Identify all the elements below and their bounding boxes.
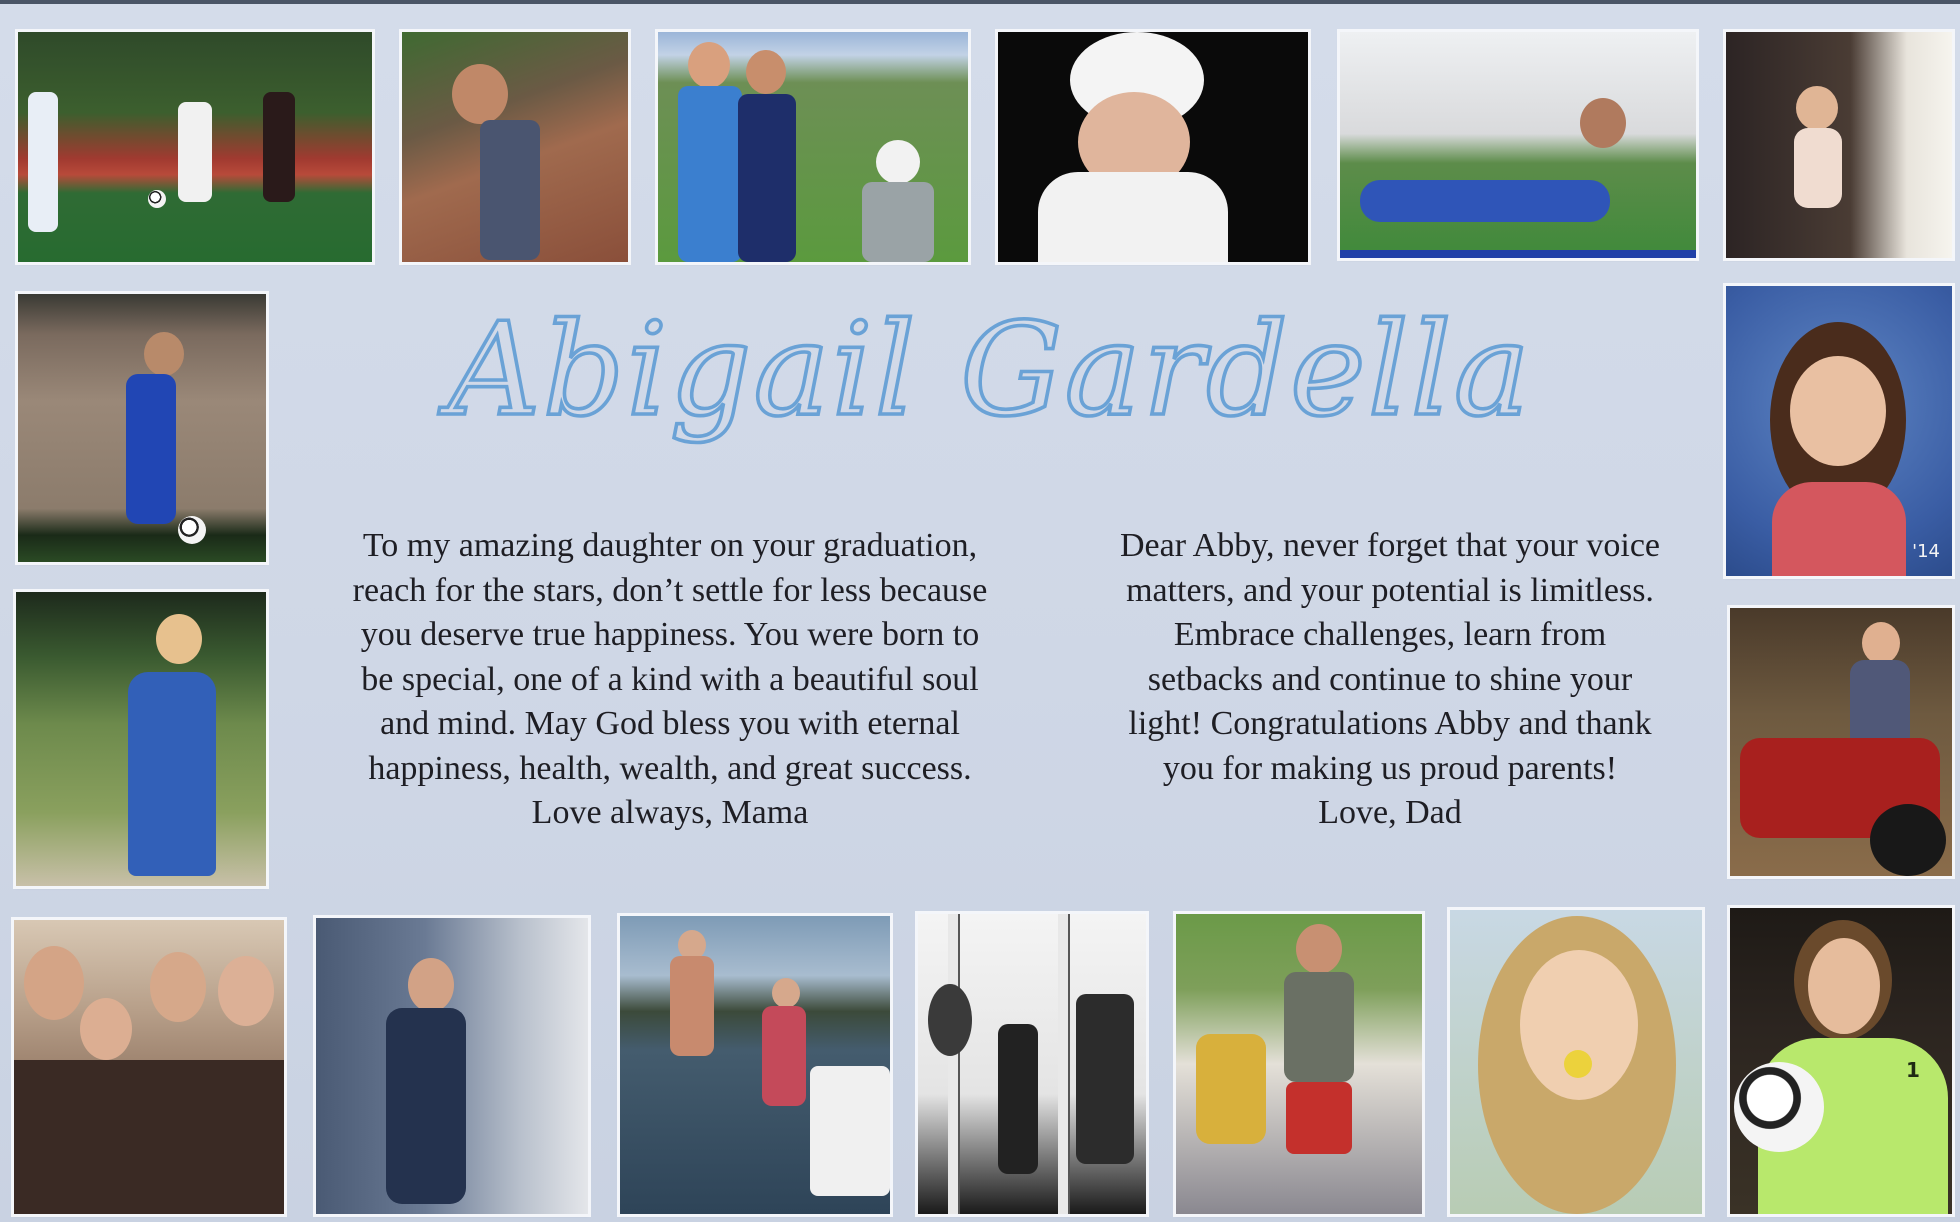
message-line: you deserve true happiness. You were born to [360,616,980,653]
photo-girl-on-rocks [402,32,628,262]
photo-soccer-kick [18,294,266,562]
message-line: Embrace challenges, learn from [1173,616,1607,653]
message-line: To my amazing daughter on your graduation, [362,527,978,564]
message-line: matters, and your potential is limitless. [1126,571,1654,609]
photo-toddler-dress [1726,32,1952,258]
message-line: light! Congratulations Abby and thank [1128,705,1652,742]
photo-kids-soccer-field [658,32,968,262]
message-line: you for making us proud parents! [1162,749,1618,787]
portrait-year-stamp: '14 [1912,541,1940,562]
jersey-number-stamp: 1 [1906,1058,1920,1082]
message-line: be special, one of a kind with a beautiful soul [361,660,979,698]
photo-lake-jump [620,916,890,1214]
message-line: happiness, health, wealth, and great success. [368,749,972,787]
message-from-dad [1060,524,1720,836]
name-script-text: Abigail Gardella [448,296,1532,445]
message-line: setbacks and continue to shine your [1147,660,1633,698]
photo-soccer-dive [1340,32,1696,258]
photo-girl-doorway [316,918,588,1214]
message-line: Dear Abby, never forget that your voice [1119,527,1661,564]
photo-blue-dress [16,592,266,886]
message-signature-mama: Love always, Mama [531,794,809,831]
card-name-title [448,274,1532,514]
message-from-mama [290,524,1050,836]
graduation-card [0,4,1960,1222]
message-signature-dad: Love, Dad [1318,794,1462,831]
message-line: reach for the stars, don’t settle for less because [352,571,988,609]
photo-soccer-portrait [1730,908,1952,1214]
photo-weight-gym [918,914,1146,1214]
name-script-title [448,274,1532,514]
photo-smiling-teen [1450,910,1702,1214]
photo-school-portrait [1726,286,1952,576]
photo-toddler-singing [1176,914,1422,1214]
photo-atv-ride [1730,608,1952,876]
photo-baby-white-hat [998,32,1308,262]
photo-friends-group [14,920,284,1214]
message-line: and mind. May God bless you with eternal [380,705,960,742]
photo-soccer-match [18,32,372,262]
